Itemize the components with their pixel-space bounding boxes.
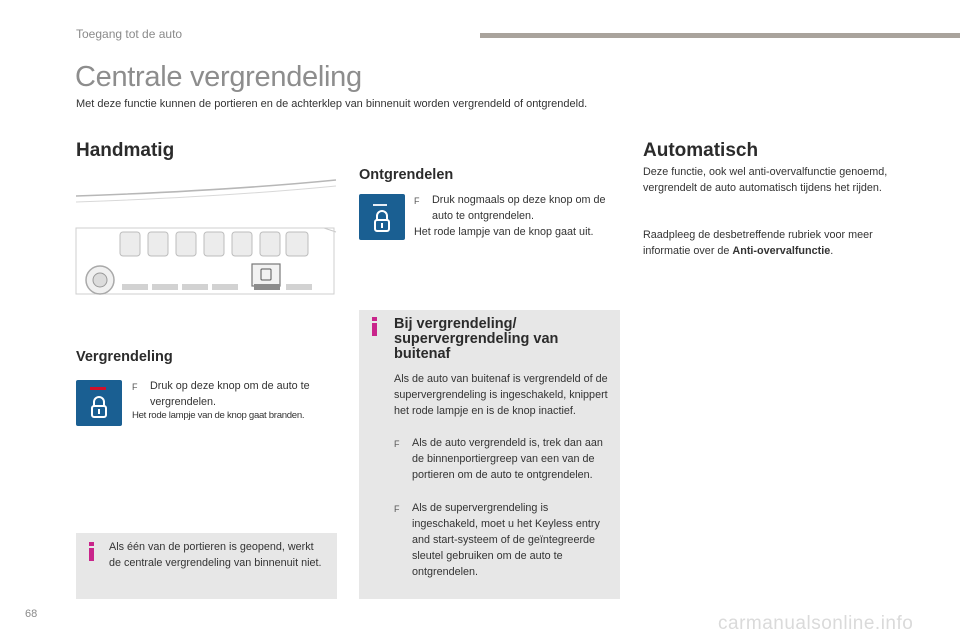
buitenaf-bullet-2 xyxy=(394,500,614,580)
lock-button-illustration xyxy=(76,380,122,426)
buitenaf-bullet-2-text: Als de supervergrendeling is ingeschakeld, moet u het Keyless entry and start-systeem of de geïntegreerde sleutel gebruiken om de auto te ontgrendelen. xyxy=(412,502,600,578)
header-bar xyxy=(480,33,960,38)
intro-text: Met deze functie kunnen de portieren en de achterklep van binnenuit worden vergrendeld of ontgrendeld. xyxy=(76,98,588,110)
automatisch-paragraph-2 xyxy=(643,227,903,259)
bullet-mark: F xyxy=(414,196,420,206)
heading-handmatig: Handmatig xyxy=(76,140,175,161)
automatisch-para2-end: . xyxy=(830,245,834,257)
heading-ontgrendelen: Ontgrendelen xyxy=(359,167,454,183)
bullet-ontgrendelen-text: Druk nogmaals op deze knop om de auto te ontgrendelen. xyxy=(432,194,606,222)
watermark: carmanualsonline.info xyxy=(718,613,914,634)
info-icon xyxy=(89,542,94,561)
buitenaf-bullet-1 xyxy=(394,435,614,483)
unlock-button-illustration xyxy=(359,194,405,240)
info-box-buitenaf xyxy=(359,310,620,599)
info-box-left xyxy=(76,533,337,599)
bullet-mark: F xyxy=(394,504,400,514)
note-vergrendeling: Het rode lampje van de knop gaat branden. xyxy=(132,410,305,421)
buitenaf-paragraph: Als de auto van buitenaf is vergrendeld of de supervergrendeling is ingeschakeld, knippert het rode lampje en is de knop inactief. xyxy=(394,373,608,417)
heading-buitenaf: Bij vergrendeling/ supervergrendeling van buitenaf xyxy=(394,316,559,362)
heading-automatisch: Automatisch xyxy=(643,140,759,161)
dashboard-illustration xyxy=(74,172,338,300)
bullet-vergrendeling-text: Druk op deze knop om de auto te vergrendelen. xyxy=(150,380,310,408)
automatisch-paragraph-1: Deze functie, ook wel anti-overvalfunctie genoemd, vergrendelt de auto automatisch tijdens het rijden. xyxy=(643,166,888,194)
info-icon xyxy=(372,317,377,336)
bullet-vergrendeling xyxy=(132,378,342,410)
bullet-ontgrendelen xyxy=(414,192,624,224)
anti-overval-link-text: Anti-overvalfunctie xyxy=(732,245,831,257)
note-ontgrendelen: Het rode lampje van de knop gaat uit. xyxy=(414,226,594,238)
bullet-mark: F xyxy=(394,439,400,449)
red-indicator-light xyxy=(90,387,106,390)
indicator-off xyxy=(373,204,387,206)
section-label: Toegang tot de auto xyxy=(76,27,183,41)
padlock-icon xyxy=(90,396,108,418)
bullet-mark: F xyxy=(132,382,138,392)
heading-vergrendeling: Vergrendeling xyxy=(76,349,173,365)
page-title: Centrale vergrendeling xyxy=(75,61,362,93)
buitenaf-bullet-1-text: Als de auto vergrendeld is, trek dan aan de binnenportiergreep van een van de portieren om de auto te ontgrendelen. xyxy=(412,437,603,481)
info-left-text: Als één van de portieren is geopend, werkt de centrale vergrendeling van binnenuit niet. xyxy=(109,541,322,569)
padlock-icon xyxy=(373,210,391,232)
page-number: 68 xyxy=(25,608,38,620)
automatisch-para2-text: Raadpleeg de desbetreffende rubriek voor meer informatie over de xyxy=(643,229,873,257)
